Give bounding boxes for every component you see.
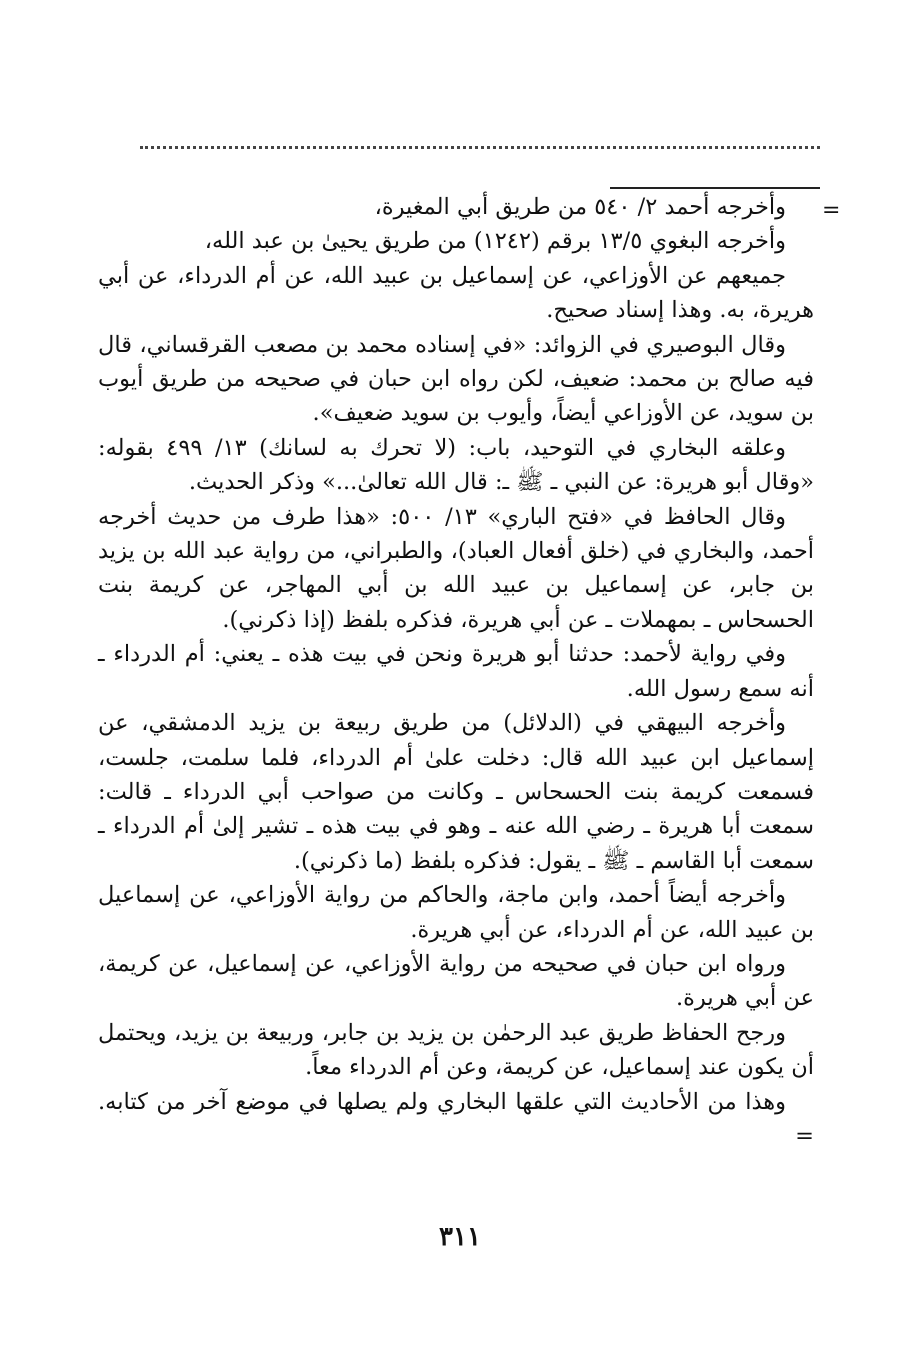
paragraph: وهذا من الأحاديث التي علقها البخاري ولم يصلها في موضع آخر من كتابه. =: [98, 1088, 814, 1149]
paragraph: وأخرجه البغوي ١٣/٥ برقم (١٢٤٢) من طريق يحيىٰ بن عبد الله،: [204, 228, 786, 255]
paragraph: ورجح الحفاظ طريق عبد الرحمٰن بن يزيد بن جابر، وربيعة بن يزيد، ويحتمل أن يكون عند إسماعيل، عن كريمة، وعن أم الدرداء معاً.: [98, 1019, 814, 1081]
dotted-separator: [140, 146, 820, 149]
continuation-mark: =: [822, 198, 841, 223]
paragraph: وفي رواية لأحمد: حدثنا أبو هريرة ونحن في بيت هذه ـ يعني: أم الدرداء ـ أنه سمع رسول الله.: [98, 641, 814, 702]
paragraph: وأخرجه أحمد ٢/ ٥٤٠ من طريق أبي المغيرة،: [374, 194, 786, 220]
paragraph: جميعهم عن الأوزاعي، عن إسماعيل بن عبيد الله، عن أم الدرداء، عن أبي هريرة، به. وهذا إسناد صحيح.: [98, 262, 814, 324]
paragraph: وأخرجه أيضاً أحمد، وابن ماجة، والحاكم من رواية الأوزاعي، عن إسماعيل بن عبيد الله، عن أم الدرداء، عن أبي هريرة.: [98, 882, 814, 943]
paragraph: وقال البوصيري في الزوائد: «في إسناده محمد بن مصعب القرقساني، قال فيه صالح بن محمد: ضعيف، لكن رواه ابن حبان في صحيحه من طريق أيوب بن سويد، عن الأوزاعي أيضاً، وأيوب بن سويد ضعيف».: [98, 331, 814, 427]
page-number: ٣١١: [439, 1222, 481, 1252]
footnote-rule: [610, 187, 820, 189]
footnote-body: [98, 190, 814, 1153]
paragraph: ورواه ابن حبان في صحيحه من رواية الأوزاعي، عن إسماعيل، عن كريمة، عن أبي هريرة.: [98, 950, 814, 1012]
paragraph: وأخرجه البيهقي في (الدلائل) من طريق ربيعة بن يزيد الدمشقي، عن إسماعيل ابن عبيد الله قال: دخلت علىٰ أم الدرداء، فلما سلمت، جلست، فسمعت كريمة بنت الحسحاس ـ وكانت من صواحب أبي الدرداء ـ قالت: سمعت أبا هريرة ـ رضي الله عنه ـ وهو في بيت هذه ـ تشير إلىٰ أم الدرداء ـ سمعت أبا القاسم ـ ﷺ ـ يقول: فذكره بلفظ (ما ذكرني).: [98, 710, 814, 874]
paragraph: وعلقه البخاري في التوحيد، باب: (لا تحرك به لسانك) ١٣/ ٤٩٩ بقوله: «وقال أبو هريرة: عن النبي ـ ﷺ ـ: قال الله تعالىٰ...» وذكر الحديث.: [98, 434, 814, 496]
paragraph: وقال الحافظ في «فتح الباري» ١٣/ ٥٠٠: «هذا طرف من حديث أخرجه أحمد، والبخاري في (خلق أفعال العباد)، والطبراني، من رواية عبد الله بن يزيد بن جابر، عن إسماعيل بن عبيد الله بن أبي المهاجر، عن كريمة بنت الحسحاس ـ بمهملات ـ عن أبي هريرة، فذكره بلفظ (إذا ذكرني).: [98, 503, 814, 633]
